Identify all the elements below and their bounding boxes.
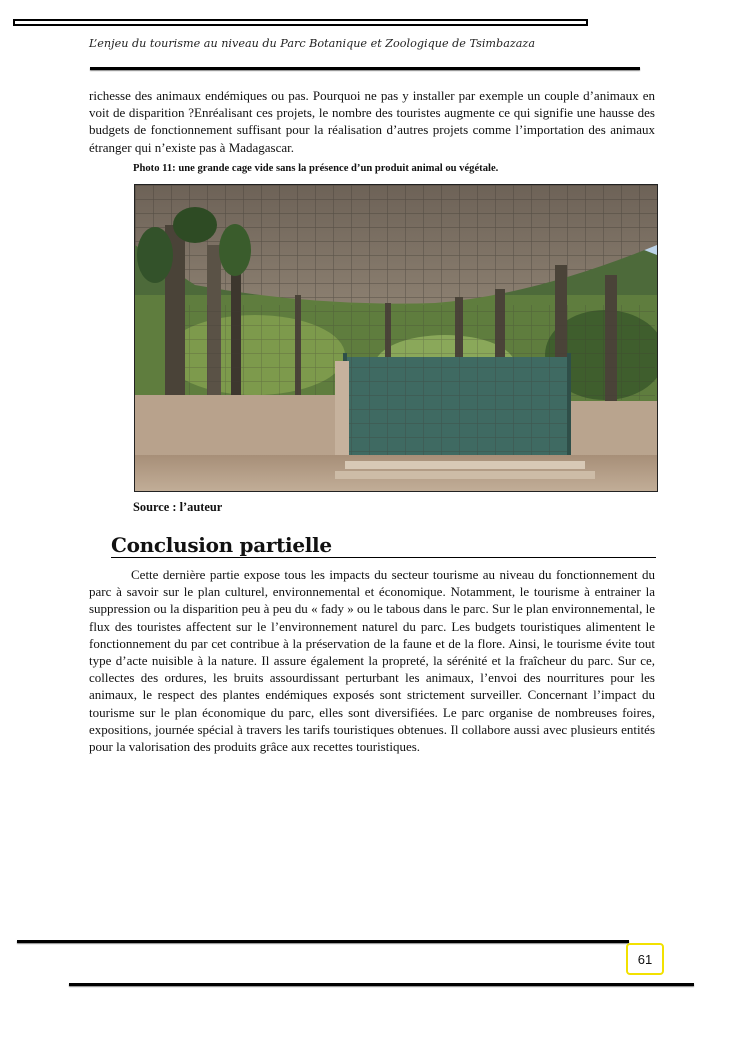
photo-cage-illustration — [135, 185, 657, 491]
body-paragraph-1: richesse des animaux endémiques ou pas. Pourquoi ne pas y installer par exemple un couple d’animaux en voit de disparition ?Enréalisant ces projets, le nombre des touristes augmente ce qui signifie une hausse des budgets de fonctionnement suffisant pour la réalisation d’autres projets comme l’importation des animaux étranger qui n’existe pas à Madagascar. — [89, 88, 655, 155]
footer-rule-upper — [17, 940, 629, 943]
header-frame-bar — [13, 19, 588, 26]
page-number: 61 — [626, 943, 664, 975]
header-rule — [90, 67, 640, 70]
photo-caption: Photo 11: une grande cage vide sans la présence d’un produit animal ou végétale. — [133, 163, 499, 174]
footer-rule-lower — [69, 983, 694, 986]
section-title: Conclusion partielle — [111, 533, 332, 557]
running-header: L’enjeu du tourisme au niveau du Parc Botanique et Zoologique de Tsimbazaza — [89, 37, 535, 50]
photo-cage — [134, 184, 658, 492]
section-title-underline — [111, 557, 656, 558]
photo-source: Source : l’auteur — [133, 500, 223, 514]
body-paragraph-2: Cette dernière partie expose tous les impacts du secteur tourisme au niveau du fonctionnement du parc à savoir sur le plan culturel, environnemental et économique. Notamment, le tourisme à entrainer la suppression ou la disparition peu à peu du « fady » ou le tabous dans le parc. Sur le plan environnemental, le flux des touristes affectent sur le l’environnement naturel du parc. Les budgets touristiques alimentent le fonctionnement du par cet contribue à la préservation de la faune et de la flore. Ainsi, le tourisme évite tout type d’acte nuisible à la nature. Il assure également la propreté, la sérénité et la fraîcheur du parc. Sur ce, collectes des ordures, les bruits assourdissant perturbant les animaux, l’envoi des nourritures pour les animaux, le respect des plantes endémiques exposés sont strictement surveiller. Concernant l’impact du tourisme sur le plan économique du parc, elles sont diversifiées. Le parc organise de nombreuses foires, expositions, journée spécial à travers les tarifs touristiques obtenues. Il collabore aussi avec plusieurs entités pour la valorisation des produits grâce aux recettes touristiques. — [89, 567, 655, 755]
